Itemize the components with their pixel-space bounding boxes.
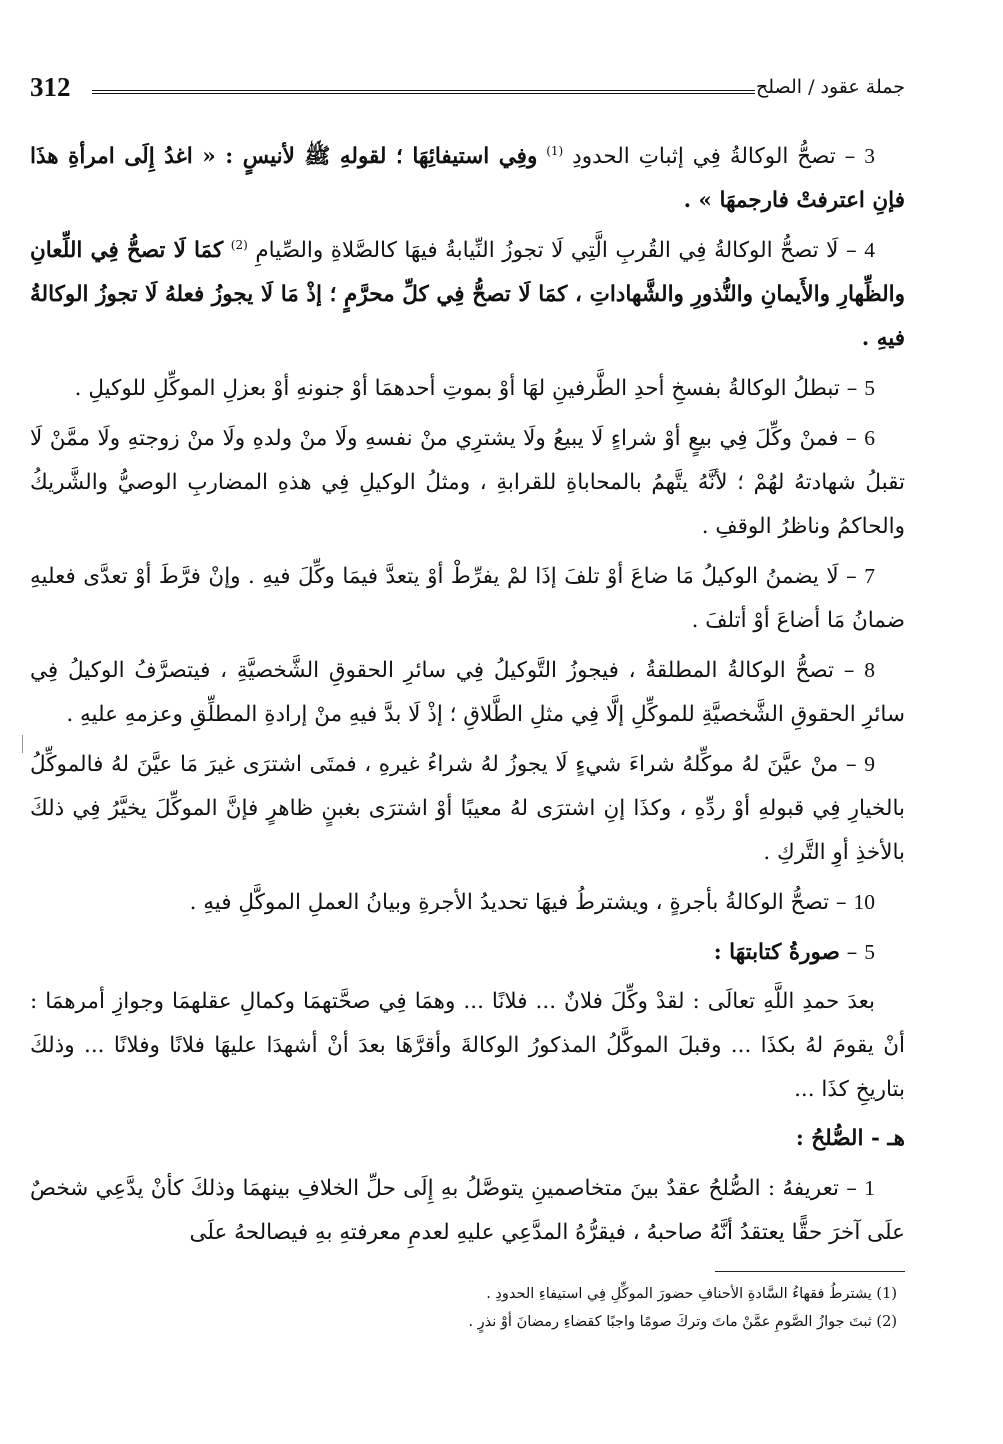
body-text [30,134,905,1336]
footnote-text: يشترطُ فقهاءُ السَّادةِ الأحنافِ حضورَ الموكِّلِ فِي استيفاءِ الحدودِ . [486,1286,872,1302]
paragraph-4: 4 – لَا تصحُّ الوكالةُ فِي القُربِ الَّتِي لَا تجوزُ النِّيابةُ فيهَا كالصَّلاةِ والصِّيامِ $^{(2)}$ كمَا لَا تصحُّ فِي اللِّعانِ والظِّهارِ والأَيمانِ والنُّذورِ والشَّهاداتِ ، كمَا لَا تصحُّ فِي كلِّ محرَّمٍ ؛ إذْ مَا لَا يجوزُ فعلهُ لَا تجوزُ الوكالةُ فيهِ . [30,237,905,351]
section-title: جملة عقود / الصلح [755,76,905,98]
section-subheading: هـ - الصُّلحُ : [795,1126,905,1151]
footnote-mark: (2) [876,1314,897,1330]
item-number: 4 [864,238,875,262]
footnote-text: ثبتَ جوازُ الصَّومِ عمَّنْ ماتَ وتركَ صومًا واجبًا كقضاءِ رمضانَ أوْ نذرٍ . [468,1314,872,1330]
running-header [30,70,905,114]
paragraph-form-heading: 5 – صورةُ كتابتهَا : [713,940,875,965]
margin-mark [22,735,23,753]
item-number: 6 [864,426,876,450]
footnote-mark: (1) [876,1286,897,1302]
footnote-separator [715,1271,905,1272]
paragraph-text: تصحُّ الوكالةُ بأجرةٍ ، ويشترطُ فيهَا تحديدُ الأجرةِ وبيانُ العملِ الموكَّلِ فيهِ . [189,890,830,915]
paragraph-7: 7 – لَا يضمنُ الوكيلُ مَا ضاعَ أوْ تلفَ إذَا لمْ يفرِّطْ أوْ يتعدَّ فيمَا وكِّلَ فيهِ . وإنْ فرَّطَ أوْ تعدَّى فعليهِ ضمانُ مَا أضاعَ أوْ أتلفَ . [30,564,905,633]
paragraph-text: منْ عيَّنَ لهُ موكِّلهُ شراءَ شيءٍ لَا يجوزُ لهُ شراءُ غيرهِ ، فمتَى اشترَى غيرَ مَا عيَّنَ لهُ فالموكِّلُ بالخيارِ فِي قبولهِ أوْ ردِّهِ ، وكذَا إنِ اشترَى لهُ معيبًا أوْ اشترَى بغبنٍ ظاهرٍ فإنَّ الموكِّلَ يخيَّرُ فِي ذلكَ بالأخذِ أوِ التَّركِ . [30,752,905,865]
item-number: 1 [864,1176,876,1200]
paragraph-definition: 1 – تعريفهُ : الصُّلحُ عقدٌ بينَ متخاصمينِ يتوصَّلُ بهِ إِلَى حلِّ الخلافِ بينهمَا وذلكَ كأنْ يدَّعِي شخصٌ علَى آخرَ حقًّا يعتقدُ أنَّهُ صاحبهُ ، فيقرُّهُ المدَّعِي عليهِ لعدمِ معرفتهِ بهِ فيصالحهُ علَى [30,1176,905,1245]
paragraph-text: تصحُّ الوكالةُ المطلقةُ ، فيجوزُ التَّوكيلُ فِي سائرِ الحقوقِ الشَّخصيَّةِ ، فيتصرَّفُ الوكيلُ فِي سائرِ الحقوقِ الشَّخصيَّةِ للموكِّلِ إلَّا فِي مثلِ الطَّلاقِ ؛ إذْ لَا بدَّ فيهِ منْ إرادةِ المطلِّقِ وعزمهِ عليهِ . [30,658,905,727]
paragraph-3: 3 – تصحُّ الوكالةُ فِي إثباتِ الحدودِ $^{(1)}$ وفِي استيفائِهَا ؛ لقولهِ ﷺ لأنيسٍ : « اغدُ إِلَى امرأةِ هذَا فإنِ اعترفتْ فارجمهَا » . [30,143,905,213]
footnote-ref: (2) [230,237,248,252]
item-number: 5 [864,940,875,964]
paragraph-text: لَا تصحُّ الوكالةُ فِي القُربِ الَّتِي لَا تجوزُ النِّيابةُ فيهَا كالصَّلاةِ والصِّيامِ [255,238,839,263]
item-number: 9 [864,752,875,776]
footnote-ref: (1) [546,143,564,158]
book-page [30,70,905,1390]
paragraph-text: فمنْ وكِّلَ فِي بيعٍ أوْ شراءٍ لَا يبيعُ ولَا يشترِي منْ نفسهِ ولَا منْ ولدهِ ولَا منْ زوجتهِ ولَا ممَّنْ لَا تقبلُ شهادتهُ لهُمْ ؛ لأنَّهُ يتَّهمُ بالمحاباةِ للقرابةِ ، ومثلُ الوكيلِ فِي هذهِ المضاربِ الوصيُّ والشَّريكُ والحاكمُ وناظرُ الوقفِ . [30,426,905,539]
paragraph-form-text [30,980,905,1112]
paragraph-text: صورةُ كتابتهَا : [713,940,840,965]
paragraph-text: وفِي استيفائِهَا ؛ لقولهِ ﷺ لأنيسٍ : « اغدُ إِلَى امرأةِ هذَا فإنِ اعترفتْ فارجمهَا » . [30,144,905,213]
header-rule [92,90,755,94]
paragraph-8: 8 – تصحُّ الوكالةُ المطلقةُ ، فيجوزُ التَّوكيلُ فِي سائرِ الحقوقِ الشَّخصيَّةِ ، فيتصرَّفُ الوكيلُ فِي سائرِ الحقوقِ الشَّخصيَّةِ للموكِّلِ إلَّا فِي مثلِ الطَّلاقِ ؛ إذْ لَا بدَّ فيهِ منْ إرادةِ المطلِّقِ وعزمهِ عليهِ . [30,658,905,727]
paragraph-5: 5 – تبطلُ الوكالةُ بفسخِ أحدِ الطَّرفينِ لهَا أوْ بموتِ أحدهمَا أوْ جنونهِ أوْ بعزلِ الموكِّلِ للوكيلِ . [74,376,875,401]
item-number: 5 [864,376,875,400]
footnote-2 [30,1308,905,1336]
paragraph-text: كمَا لَا تصحُّ فِي اللِّعانِ والظِّهارِ والأَيمانِ والنُّذورِ والشَّهاداتِ ، كمَا لَا تصحُّ فِي كلِّ محرَّمٍ ؛ إذْ مَا لَا يجوزُ فعلهُ لَا تجوزُ الوكالةُ فيهِ . [30,238,905,351]
item-number: 7 [864,564,875,588]
footnote-1 [30,1280,905,1308]
paragraph-9: 9 – منْ عيَّنَ لهُ موكِّلهُ شراءَ شيءٍ لَا يجوزُ لهُ شراءُ غيرهِ ، فمتَى اشترَى غيرَ مَا عيَّنَ لهُ فالموكِّلُ بالخيارِ فِي قبولهِ أوْ ردِّهِ ، وكذَا إنِ اشترَى لهُ معيبًا أوْ اشترَى بغبنٍ ظاهرٍ فإنَّ الموكِّلَ يخيَّرُ فِي ذلكَ بالأخذِ أوِ التَّركِ . [30,752,905,865]
item-number: 8 [864,658,875,682]
page-number: 312 [30,72,71,102]
item-number: 10 [853,890,875,914]
paragraph-10: 10 – تصحُّ الوكالةُ بأجرةٍ ، ويشترطُ فيهَا تحديدُ الأجرةِ وبيانُ العملِ الموكَّلِ فيهِ . [189,890,875,915]
paragraph-text: لَا يضمنُ الوكيلُ مَا ضاعَ أوْ تلفَ إذَا لمْ يفرِّطْ أوْ يتعدَّ فيمَا وكِّلَ فيهِ . وإنْ فرَّطَ أوْ تعدَّى فعليهِ ضمانُ مَا أضاعَ أوْ أتلفَ . [30,564,905,633]
item-number: 3 [864,144,875,168]
paragraph-text: تعريفهُ : الصُّلحُ عقدٌ بينَ متخاصمينِ يتوصَّلُ بهِ إِلَى حلِّ الخلافِ بينهمَا وذلكَ كأنْ يدَّعِي شخصٌ علَى آخرَ حقًّا يعتقدُ أنَّهُ صاحبهُ ، فيقرُّهُ المدَّعِي عليهِ لعدمِ معرفتهِ بهِ فيصالحهُ علَى [30,1176,905,1245]
paragraph-6: 6 – فمنْ وكِّلَ فِي بيعٍ أوْ شراءٍ لَا يبيعُ ولَا يشترِي منْ نفسهِ ولَا منْ ولدهِ ولَا منْ زوجتهِ ولَا ممَّنْ لَا تقبلُ شهادتهُ لهُمْ ؛ لأنَّهُ يتَّهمُ بالمحاباةِ للقرابةِ ، ومثلُ الوكيلِ فِي هذهِ المضاربِ الوصيُّ والشَّريكُ والحاكمُ وناظرُ الوقفِ . [30,426,905,539]
paragraph-text: تصحُّ الوكالةُ فِي إثباتِ الحدودِ [572,144,836,169]
paragraph-text: تبطلُ الوكالةُ بفسخِ أحدِ الطَّرفينِ لهَا أوْ بموتِ أحدهمَا أوْ جنونهِ أوْ بعزلِ الموكِّلِ للوكيلِ . [74,376,840,401]
paragraph-text: بعدَ حمدِ اللَّهِ تعالَى : لقدْ وكِّلَ فلانٌ ... فلانًا ... وهمَا فِي صحَّتهمَا وكمالِ عقلهمَا وجوازِ أمرهمَا : أنْ يقومَ لهُ بكذَا ... وقبلَ الموكَّلُ المذكورُ الوكالةَ وأقرَّهَا بعدَ أنْ أشهدَا عليهَا فلانًا وفلانًا ... وذلكَ بتاريخِ كذَا ... [30,989,905,1102]
